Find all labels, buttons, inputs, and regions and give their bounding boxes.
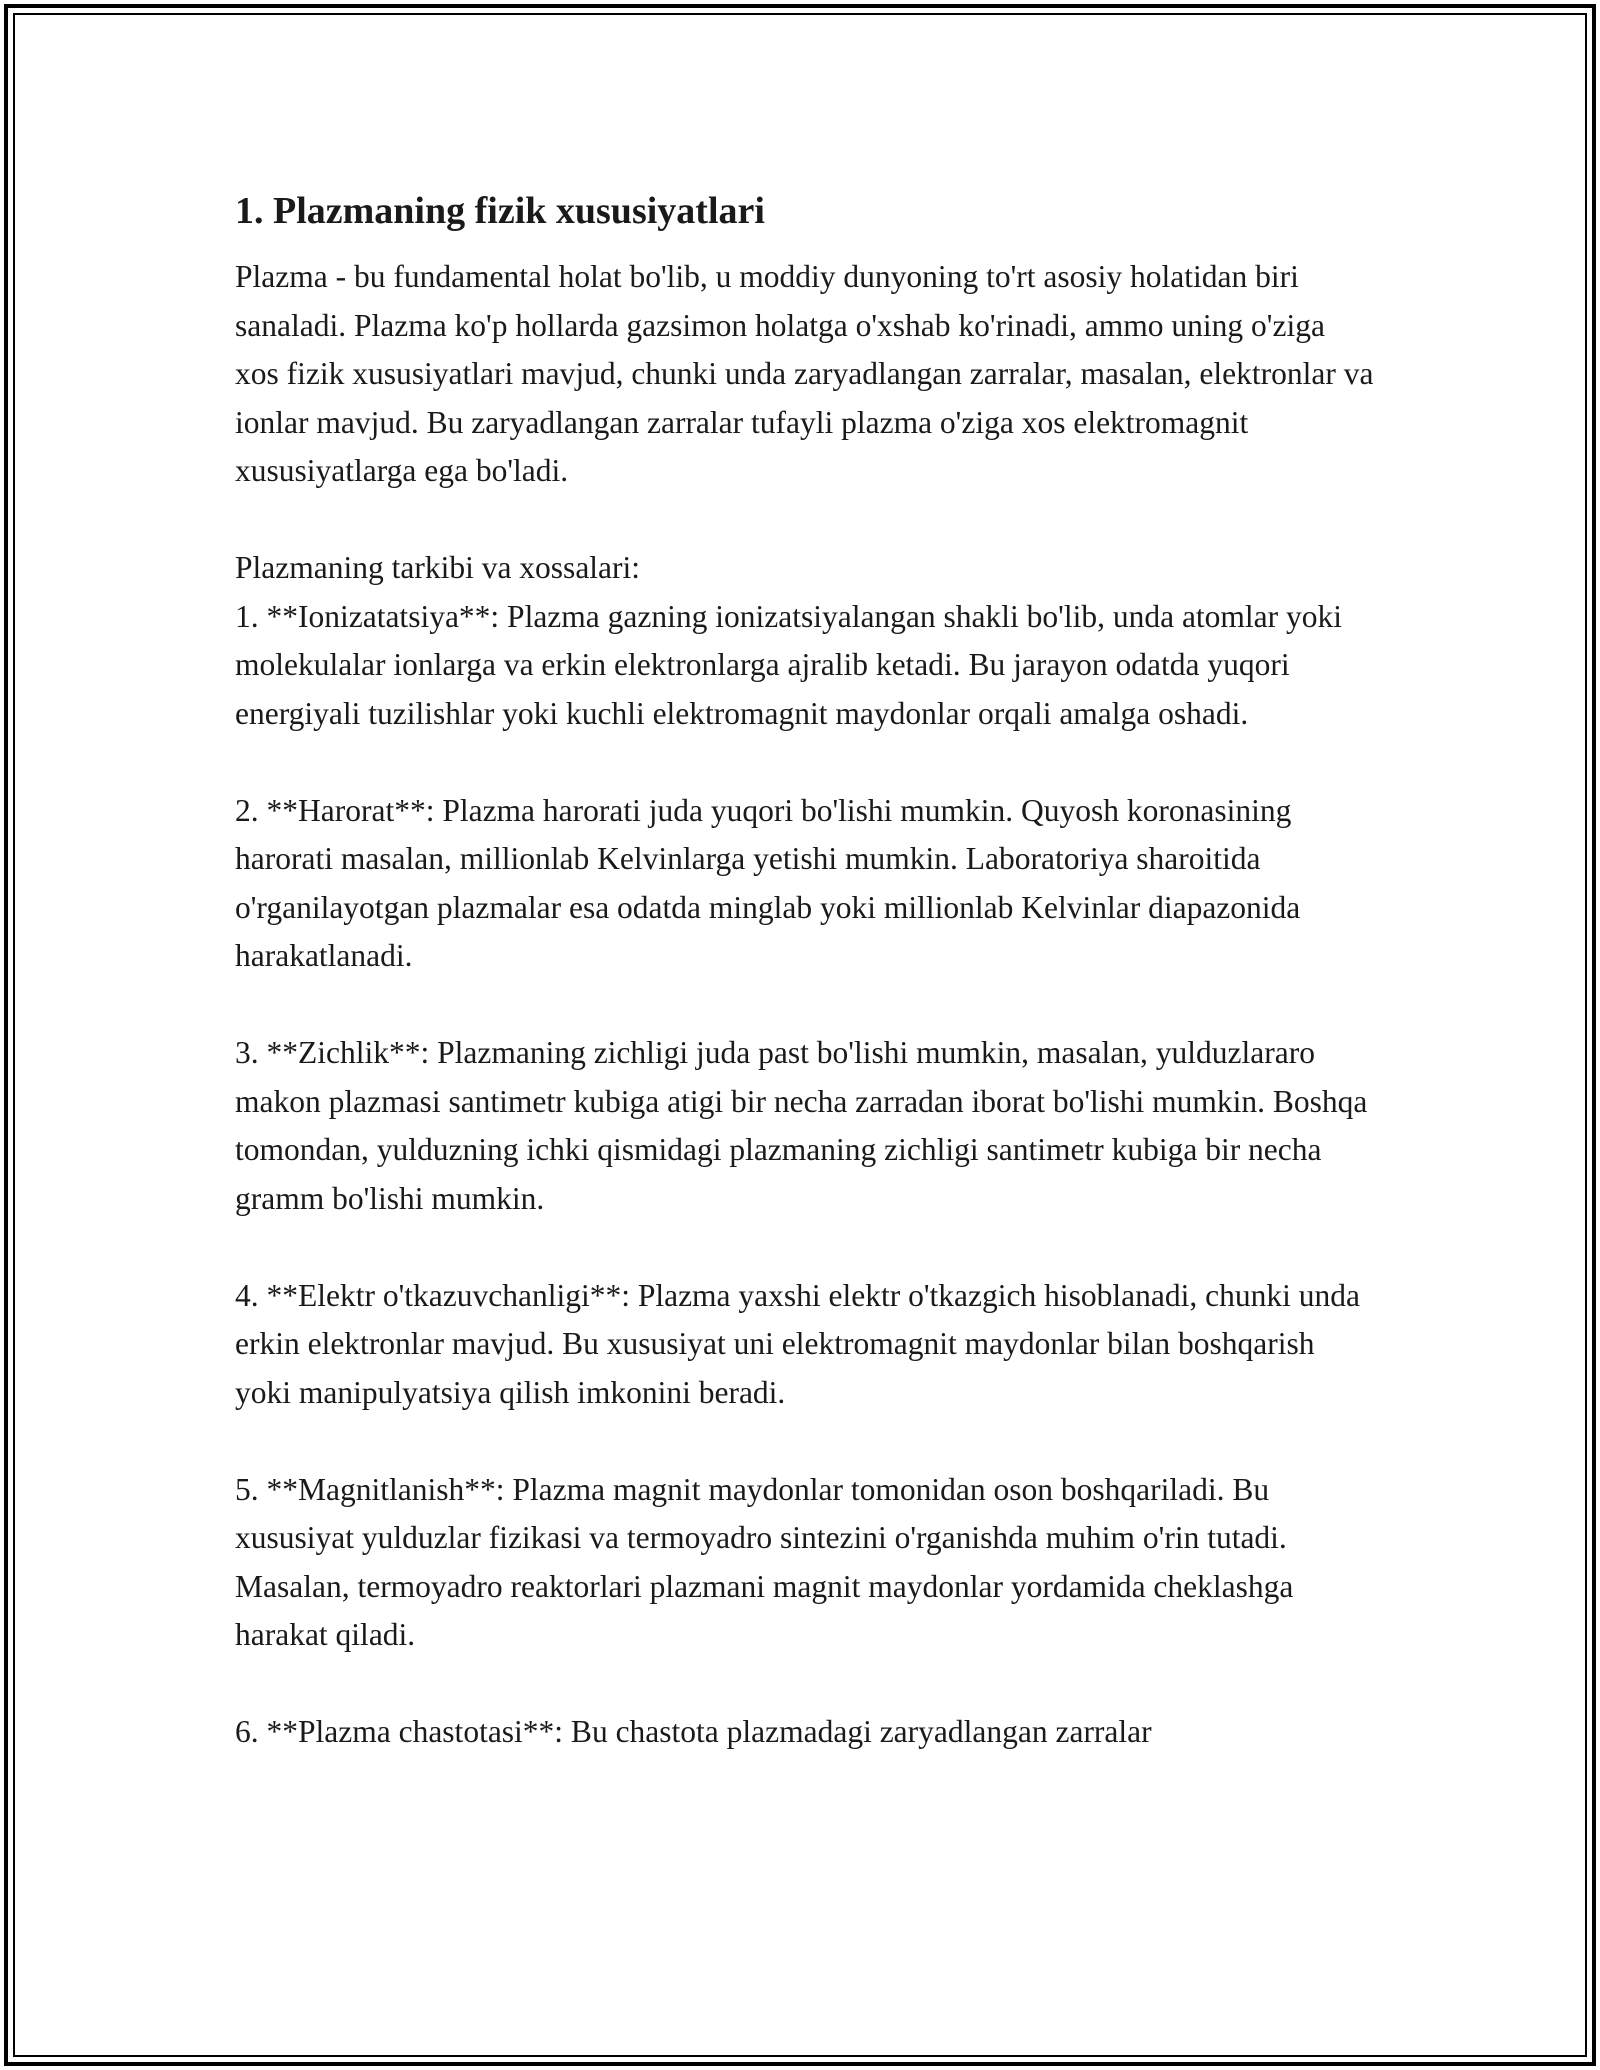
list-heading: Plazmaning tarkibi va xossalari: [235, 550, 641, 585]
intro-paragraph: Plazma - bu fundamental holat bo'lib, u moddiy dunyoning to'rt asosiy holatidan biri sanaladi. Plazma ko'p hollarda gazsimon holatga o'xshab ko'rinadi, ammo uning o'ziga xos fizik xususiyatlari mavjud, chunki unda zaryadlangan zarralar, masalan, elektronlar va ionlar mavjud. Bu zaryadlangan zarralar tufayli plazma o'ziga xos elektromagnit xususiyatlarga ega bo'ladi. [235, 259, 1374, 488]
list-item-plasma-frequency: 6. **Plazma chastotasi**: Bu chastota plazmadagi zaryadlangan zarralar [235, 1714, 1152, 1749]
spacer [235, 1223, 1375, 1272]
list-item-ionization: 1. **Ionizatatsiya**: Plazma gazning ionizatsiyalangan shakli bo'lib, unda atomlar yoki molekulalar ionlarga va erkin elektronlarga ajralib ketadi. Bu jarayon odatda yuqori energiyali tuzilishlar yoki kuchli elektromagnit maydonlar orqali amalga oshadi. [235, 598, 1343, 731]
list-item-magnetization: 5. **Magnitlanish**: Plazma magnit maydonlar tomonidan oson boshqariladi. Bu xususiyat yulduzlar fizikasi va termoyadro sintezini o'rganishda muhim o'rin tutadi. Masalan, termoyadro reaktorlari plazmani magnit maydonlar yordamida cheklashga harakat qiladi. [235, 1471, 1294, 1652]
spacer [235, 496, 1375, 545]
document-body [235, 185, 1375, 1757]
spacer [235, 1660, 1375, 1709]
spacer [235, 981, 1375, 1030]
spacer [235, 738, 1375, 787]
section-title: 1. Plazmaning fizik xususiyatlari [235, 190, 765, 232]
list-item-density: 3. **Zichlik**: Plazmaning zichligi juda past bo'lishi mumkin, masalan, yulduzlararo makon plazmasi santimetr kubiga atigi bir necha zarradan iborat bo'lishi mumkin. Boshqa tomondan, yulduzning ichki qismidagi plazmaning zichligi santimetr kubiga bir necha gramm bo'lishi mumkin. [235, 1035, 1368, 1216]
list-item-conductivity: 4. **Elektr o'tkazuvchanligi**: Plazma yaxshi elektr o'tkazgich hisoblanadi, chunki unda erkin elektronlar mavjud. Bu xususiyat uni elektromagnit maydonlar bilan boshqarish yoki manipulyatsiya qilish imkonini beradi. [235, 1277, 1360, 1410]
list-item-temperature: 2. **Harorat**: Plazma harorati juda yuqori bo'lishi mumkin. Quyosh koronasining harorati masalan, millionlab Kelvinlarga yetishi mumkin. Laboratoriya sharoitida o'rganilayotgan plazmalar esa odatda minglab yoki millionlab Kelvinlar diapazonida harakatlanadi. [235, 792, 1301, 973]
spacer [235, 1417, 1375, 1466]
